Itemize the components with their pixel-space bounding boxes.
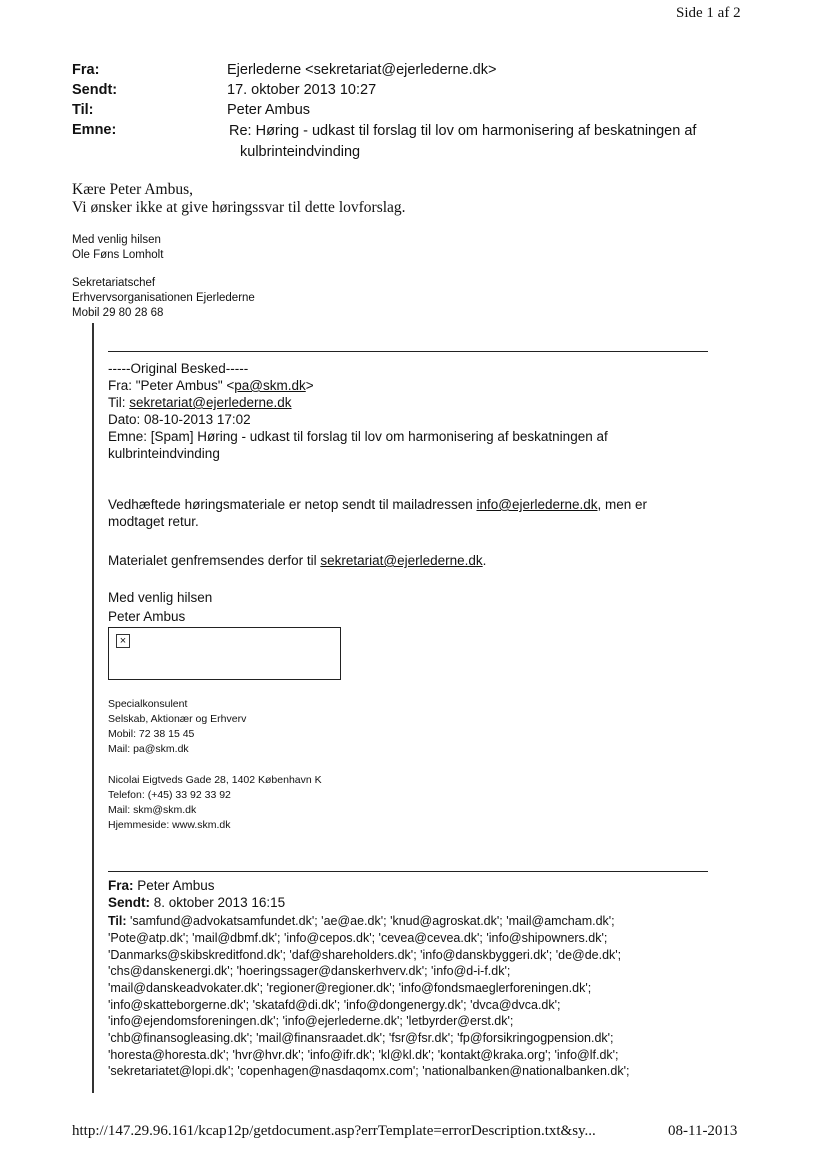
- to-label: Til:: [72, 102, 94, 118]
- original-heading: -----Original Besked-----: [108, 361, 249, 376]
- original-from-suffix: >: [305, 378, 314, 393]
- sig-website: Hjemmeside: www.skm.dk: [108, 819, 231, 831]
- para2-email-link[interactable]: sekretariat@ejerlederne.dk: [320, 553, 483, 568]
- original-to-email-link[interactable]: sekretariat@ejerlederne.dk: [129, 395, 292, 410]
- para2-text-b: .: [482, 553, 487, 568]
- original-from-prefix: Fra: "Peter Ambus" <: [108, 378, 235, 393]
- recipient-line-4: 'mail@danskeadvokater.dk'; 'regioner@regioner.dk'; 'info@fondsmaeglerforeningen.dk';: [108, 981, 592, 995]
- broken-image-icon: ×: [116, 634, 130, 648]
- signature-name: Ole Føns Lomholt: [72, 249, 164, 261]
- sent-value: 17. oktober 2013 10:27: [227, 82, 377, 98]
- recipient-line-9: 'sekretariatet@lopi.dk'; 'copenhagen@nasdaqomx.com'; 'nationalbanken@nationalbanken.dk';: [108, 1064, 630, 1078]
- sig-address: Nicolai Eigtveds Gade 28, 1402 København K: [108, 774, 322, 786]
- recipient-line-0: [108, 913, 615, 930]
- subject-line-1: Re: Høring - udkast til forslag til lov om harmonisering af beskatningen af: [229, 123, 697, 139]
- subject-label: Emne:: [72, 122, 117, 138]
- para1-text-b: , men er: [597, 497, 648, 512]
- para1-email-link[interactable]: info@ejerlederne.dk: [476, 497, 598, 512]
- sig-org-mail: Mail: skm@skm.dk: [108, 804, 197, 816]
- original-to: [108, 395, 292, 412]
- sig-mail: Mail: pa@skm.dk: [108, 743, 189, 755]
- forwarded-separator: [108, 871, 708, 872]
- recipient-line-6: 'info@ejendomsforeningen.dk'; 'info@ejerlederne.dk'; 'letbyrder@erst.dk';: [108, 1014, 514, 1028]
- sent-label: Sendt:: [72, 82, 118, 98]
- footer-date: 08-11-2013: [668, 1123, 738, 1139]
- signature-closing: Med venlig hilsen: [72, 234, 161, 246]
- recipient-text: 'samfund@advokatsamfundet.dk'; 'ae@ae.dk'; 'knud@agroskat.dk'; 'mail@amcham.dk';: [126, 914, 615, 928]
- from-label: Fra:: [72, 62, 100, 78]
- quote-bar: [92, 323, 94, 1093]
- original-from: [108, 378, 314, 395]
- forwarded-from-value: Peter Ambus: [133, 878, 215, 893]
- to-value: Peter Ambus: [227, 102, 311, 118]
- original-date: Dato: 08-10-2013 17:02: [108, 412, 251, 427]
- from-value: Ejerlederne <sekretariat@ejerlederne.dk>: [227, 62, 497, 78]
- signature-org: Erhvervsorganisationen Ejerlederne: [72, 292, 255, 304]
- signature-mobile: Mobil 29 80 28 68: [72, 307, 164, 319]
- para1-text-a: Vedhæftede høringsmateriale er netop sendt til mailadressen: [108, 497, 477, 512]
- page-number: Side 1 af 2: [676, 5, 741, 21]
- recipient-line-3: 'chs@danskenergi.dk'; 'hoeringssager@danskerhverv.dk'; 'info@d-i-f.dk';: [108, 964, 511, 978]
- original-paragraph-2: [108, 553, 486, 570]
- sig-phone: Telefon: (+45) 33 92 33 92: [108, 789, 231, 801]
- original-from-email-link[interactable]: pa@skm.dk: [234, 378, 306, 393]
- original-paragraph-1: [108, 497, 647, 514]
- recipient-line-2: 'Danmarks@skibskreditfond.dk'; 'daf@shareholders.dk'; 'info@danskbyggeri.dk'; 'de@de.dk';: [108, 948, 622, 962]
- forwarded-sent-value: 8. oktober 2013 16:15: [150, 895, 286, 910]
- forwarded-from-label: Fra:: [108, 878, 134, 893]
- original-closing: Med venlig hilsen: [108, 590, 213, 605]
- forwarded-sent: [108, 895, 285, 912]
- forwarded-to-label: Til:: [108, 914, 127, 928]
- signature-title: Sekretariatschef: [72, 277, 156, 289]
- footer-url: http://147.29.96.161/kcap12p/getdocument.asp?errTemplate=errorDescription.txt&sy...: [72, 1123, 596, 1139]
- recipient-line-7: 'chb@finansogleasing.dk'; 'mail@finansraadet.dk'; 'fsr@fsr.dk'; 'fp@forsikringogpension.dk';: [108, 1031, 614, 1045]
- original-subject-line-1: Emne: [Spam] Høring - udkast til forslag til lov om harmonisering af beskatningen af: [108, 429, 608, 444]
- subject-line-2: kulbrinteindvinding: [240, 144, 361, 160]
- para2-text-a: Materialet genfremsendes derfor til: [108, 553, 321, 568]
- recipient-line-1: 'Pote@atp.dk'; 'mail@dbmf.dk'; 'info@cepos.dk'; 'cevea@cevea.dk'; 'info@shipowners.dk';: [108, 931, 608, 945]
- sig-title: Specialkonsulent: [108, 698, 188, 710]
- reply-message: Vi ønsker ikke at give høringssvar til dette lovforslag.: [72, 199, 406, 216]
- forwarded-from: [108, 878, 215, 895]
- original-subject-line-2: kulbrinteindvinding: [108, 446, 220, 461]
- greeting: Kære Peter Ambus,: [72, 181, 193, 198]
- recipient-line-8: 'horesta@horesta.dk'; 'hvr@hvr.dk'; 'info@ifr.dk'; 'kl@kl.dk'; 'kontakt@kraka.org'; 'info@lf.dk';: [108, 1048, 619, 1062]
- original-paragraph-1-line-2: modtaget retur.: [108, 514, 199, 529]
- recipient-line-5: 'info@skatteborgerne.dk'; 'skatafd@di.dk'; 'info@dongenergy.dk'; 'dvca@dvca.dk';: [108, 998, 561, 1012]
- sig-department: Selskab, Aktionær og Erhverv: [108, 713, 247, 725]
- forwarded-sent-label: Sendt:: [108, 895, 150, 910]
- original-to-prefix: Til:: [108, 395, 130, 410]
- sig-mobile: Mobil: 72 38 15 45: [108, 728, 195, 740]
- original-name: Peter Ambus: [108, 609, 186, 624]
- separator-line: [108, 351, 708, 352]
- signature-image-frame: [108, 627, 341, 680]
